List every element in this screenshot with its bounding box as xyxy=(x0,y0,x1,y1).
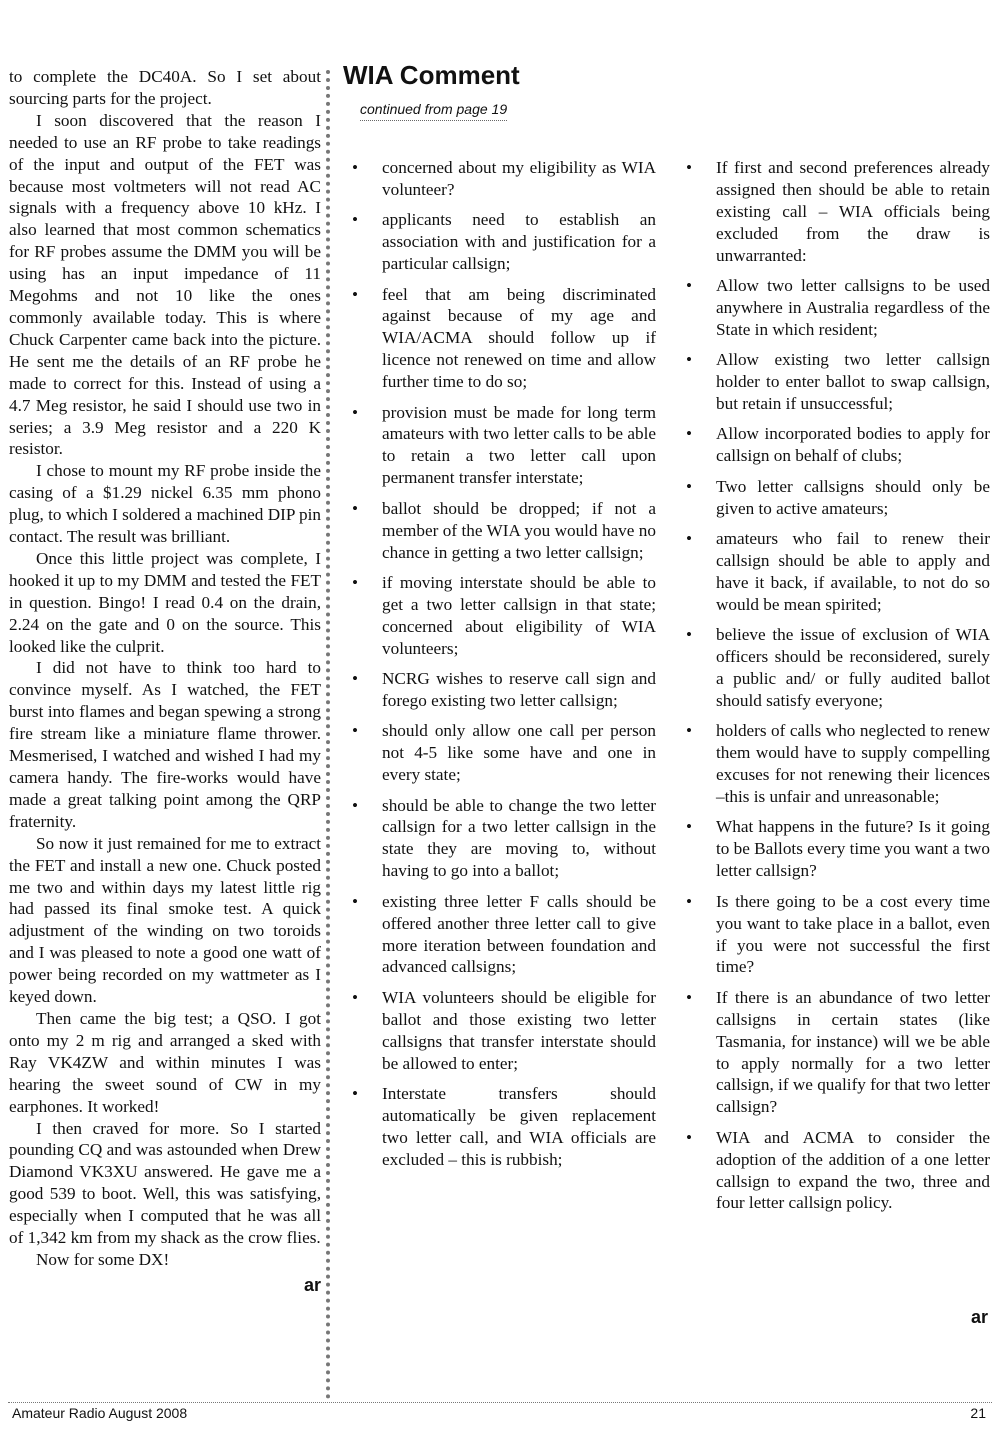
article-paragraph: So now it just remained for me to extract the FET and install a new one. Chuck posted me two and within days my latest little rig had passed its final smoke test. A quick adjustment of the winding on two toroids and I was pleased to note a good one watt of power being recorded on my wattmeter as I keyed down. xyxy=(9,833,321,1007)
article-paragraph: Then came the big test; a QSO. I got onto my 2 m rig and arranged a sked with Ray VK4ZW and within minutes I was hearing the sweet sound of CW in my earphones. It worked! xyxy=(9,1008,321,1116)
article-paragraph: I soon discovered that the reason I needed to use an RF probe to take readings of the input and output of the FET was because most voltmeters will not read AC signals with a frequency above 10 kHz. I also learned that most common schematics for RF probes assume the DMM you will be using has an input impedance of 11 Megohms and not 10 like the ones commonly available today. This is where Chuck Carpenter came back into the picture. He sent me the details of an RF probe he made to correct for this. Instead of using a 4.7 Meg resistor, he said I should use two in series; a 3.9 Meg resistor and a 220 K resistor. xyxy=(9,110,321,459)
comment-item-text: Allow existing two letter callsign holder to enter ballot to swap callsign, but retain if unsuccessful; xyxy=(716,350,990,414)
article-paragraph: Now for some DX! xyxy=(36,1249,170,1269)
column-divider xyxy=(326,70,330,1400)
bullet-icon: • xyxy=(352,158,359,177)
bullet-icon: • xyxy=(686,817,693,837)
bullet-icon: • xyxy=(686,987,693,1007)
comment-item xyxy=(352,987,656,1075)
comment-item xyxy=(686,275,990,341)
comment-item xyxy=(352,402,656,490)
comment-list-middle xyxy=(352,157,656,1171)
bullet-icon: • xyxy=(686,476,693,496)
bullet-icon: • xyxy=(352,987,359,1007)
comment-item xyxy=(686,987,990,1118)
comment-item xyxy=(686,891,990,979)
comment-item-text: concerned about my eligibility as WIA volunteer? xyxy=(382,158,656,199)
comment-list-right xyxy=(686,157,990,1214)
comment-item-text: If there is an abundance of two letter callsigns in certain states (like Tasmania, for instance) will we be able to apply normally for a two letter callsign, if we qualify for that two letter callsign? xyxy=(716,987,990,1117)
comment-item-text: should be able to change the two letter callsign for a two letter callsign in the state they are moving to, without having to go into a ballot; xyxy=(382,795,656,881)
footer-publication: Amateur Radio August 2008 xyxy=(12,1405,188,1421)
bullet-icon: • xyxy=(686,424,693,444)
comment-item-text: amateurs who fail to renew their callsign should be able to apply and have it back, if available, to not do so would be mean spirited; xyxy=(716,529,990,614)
bullet-icon: • xyxy=(686,529,693,549)
footer-page-number: 21 xyxy=(970,1405,986,1421)
article-paragraph: I then craved for more. So I started pounding CQ and was astounded when Drew Diamond VK3XU answered. He gave me a good 539 to boot. Well, this was satisfying, especially when I computed that he was all of 1,342 km from my shack as the crow flies. xyxy=(9,1118,321,1248)
bullet-icon: • xyxy=(352,721,359,741)
comment-item-text: WIA and ACMA to consider the adoption of the addition of a one letter callsign to expand the two, three and four letter callsign policy. xyxy=(716,1127,990,1213)
comment-item-text: Interstate transfers should automatically be given replacement two letter call, and WIA officials are excluded – this is rubbish; xyxy=(382,1083,656,1169)
article-paragraph: to complete the DC40A. So I set about sourcing parts for the project. xyxy=(9,67,321,108)
comment-item-text: feel that am being discriminated against because of my age and WIA/ACMA should follow up if licence not renewed on time and allow further time to do so; xyxy=(382,284,656,392)
comment-item xyxy=(686,528,990,616)
comment-item-text: Allow two letter callsigns to be used anywhere in Australia regardless of the State in which resident; xyxy=(716,276,990,339)
article-end-mark: ar xyxy=(303,1274,321,1295)
bullet-icon: • xyxy=(686,1127,693,1147)
comment-column-right xyxy=(686,157,990,1223)
comment-item xyxy=(352,284,656,394)
comment-item-text: If first and second preferences already assigned then should be able to retain existing call – WIA officials being excluded from the draw is unwarranted: xyxy=(716,158,990,265)
left-article-column xyxy=(9,66,321,1297)
comment-item xyxy=(686,476,990,520)
comment-item xyxy=(352,209,656,275)
section-title: WIA Comment xyxy=(343,60,520,90)
bullet-icon: • xyxy=(352,498,359,518)
article-paragraph: I did not have to think too hard to convince myself. As I watched, the FET burst into flames and began spewing a strong fire stream like a miniature flame thrower. Mesmerised, I watched and wished I had my camera handy. The fire-works would have made a great talking point among the QRP fraternity. xyxy=(9,658,321,831)
comment-item-text: provision must be made for long term amateurs with two letter calls to be able to retain a two letter call upon permanent transfer interstate; xyxy=(382,402,656,488)
comment-item-text: should only allow one call per person not 4-5 like some have and one in every state; xyxy=(382,721,656,785)
comment-item xyxy=(686,157,990,267)
bullet-icon: • xyxy=(352,1083,359,1103)
comment-item xyxy=(686,624,990,712)
comment-item xyxy=(686,720,990,808)
comment-item xyxy=(352,720,656,786)
comment-item xyxy=(352,795,656,883)
bullet-icon: • xyxy=(352,669,359,689)
bullet-icon: • xyxy=(686,350,693,370)
bullet-icon: • xyxy=(352,402,359,422)
bullet-icon: • xyxy=(352,795,359,815)
bullet-icon: • xyxy=(352,891,359,911)
bullet-icon: • xyxy=(686,625,693,645)
bullet-icon: • xyxy=(352,572,359,592)
comment-item-text: What happens in the future? Is it going to be Ballots every time you want a two letter callsign? xyxy=(716,817,990,881)
article-paragraph: I chose to mount my RF probe inside the casing of a $1.29 nickel 6.35 mm phono plug, to which I soldered a machined DIP pin contact. The result was brilliant. xyxy=(9,461,322,547)
comment-item xyxy=(686,349,990,415)
comment-item-text: believe the issue of exclusion of WIA officers should be reconsidered, surely a public and/ or fully audited ballot should satisfy everyone; xyxy=(716,625,990,710)
comment-item-text: WIA volunteers should be eligible for ballot and those existing two letter callsigns that transfer interstate should be allowed to enter; xyxy=(382,987,656,1073)
comment-column-middle xyxy=(352,157,656,1179)
comment-item xyxy=(352,891,656,979)
comment-item-text: Allow incorporated bodies to apply for callsign on behalf of clubs; xyxy=(716,424,990,466)
comment-item-text: existing three letter F calls should be offered another three letter call to give more iteration between foundation and advanced callsigns; xyxy=(382,891,656,977)
comment-item xyxy=(352,498,656,564)
article-paragraph: Once this little project was complete, I hooked it up to my DMM and tested the FET in question. Bingo! I read 0.4 on the drain, 2.24 on the gate and 0 on the source. This looked like the culprit. xyxy=(9,548,321,656)
comment-item-text: NCRG wishes to reserve call sign and forego existing two letter callsign; xyxy=(382,669,656,710)
comment-item xyxy=(686,816,990,882)
comment-end-mark: ar xyxy=(970,1307,988,1327)
comment-item xyxy=(686,1127,990,1215)
comment-item-text: Two letter callsigns should only be given to active amateurs; xyxy=(716,476,990,518)
comment-item xyxy=(352,572,656,660)
bullet-icon: • xyxy=(686,891,693,911)
bullet-icon: • xyxy=(686,276,693,296)
comment-item xyxy=(352,1083,656,1171)
comment-item xyxy=(352,668,656,712)
comment-item xyxy=(686,423,990,467)
comment-item-text: if moving interstate should be able to get a two letter callsign in that state; concerned about eligibility of WIA volunteers; xyxy=(382,572,656,658)
continued-note: continued from page 19 xyxy=(360,101,507,121)
bullet-icon: • xyxy=(686,158,693,177)
comment-item xyxy=(352,157,656,201)
footer-divider xyxy=(8,1402,992,1403)
bullet-icon: • xyxy=(352,210,359,230)
comment-item-text: ballot should be dropped; if not a member of the WIA you would have no chance in getting a two letter callsign; xyxy=(382,498,656,562)
comment-item-text: holders of calls who neglected to renew them would have to supply compelling excuses for not renewing their licences –this is unfair and unreasonable; xyxy=(716,721,990,807)
bullet-icon: • xyxy=(686,721,693,741)
comment-item-text: applicants need to establish an association with and justification for a particular callsign; xyxy=(382,210,656,274)
comment-item-text: Is there going to be a cost every time you want to take place in a ballot, even if you were not successful the first time? xyxy=(716,891,990,977)
bullet-icon: • xyxy=(352,284,359,304)
